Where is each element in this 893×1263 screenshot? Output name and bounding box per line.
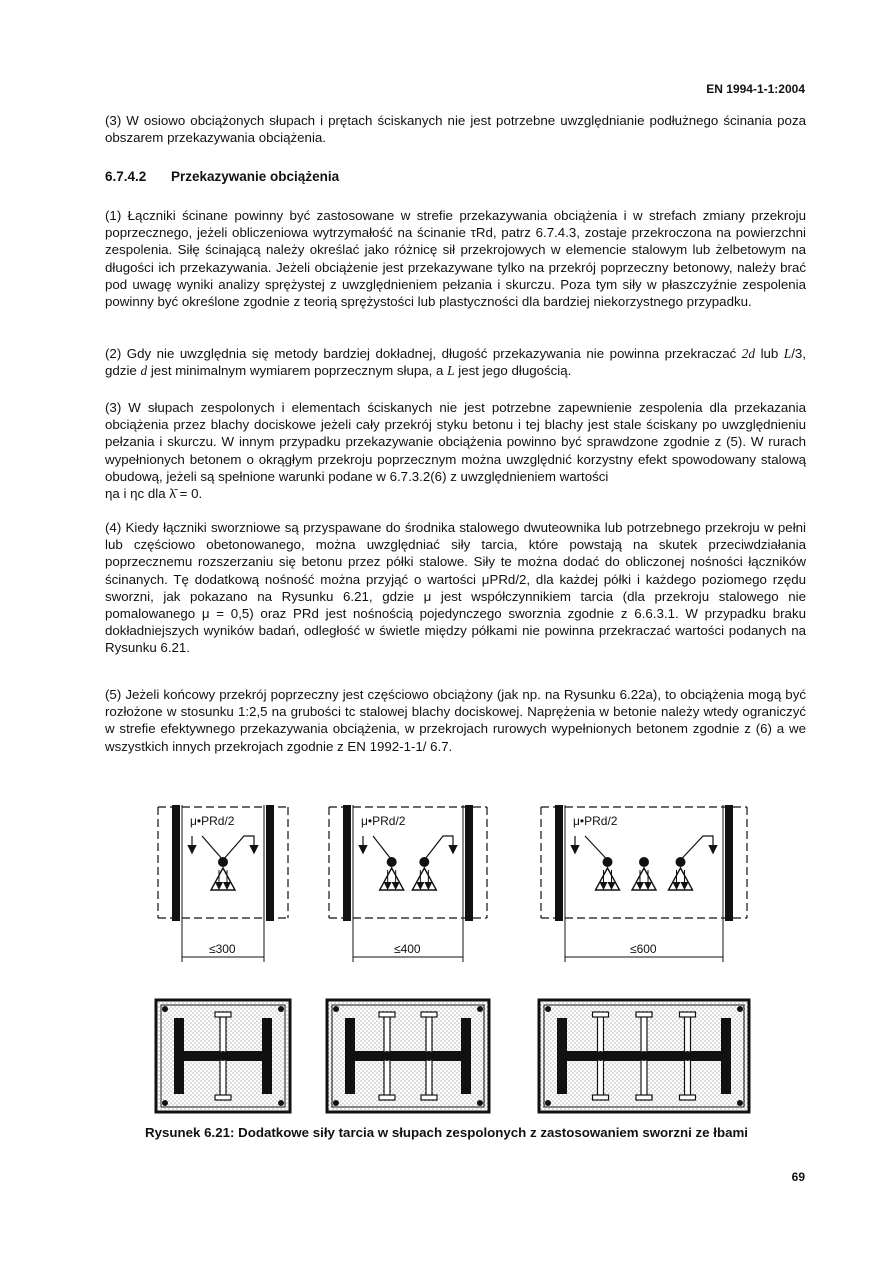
steel-flange-left xyxy=(174,1018,184,1094)
force-label-mu-prd: μ•PRd/2 xyxy=(190,814,235,828)
steel-web xyxy=(355,1051,461,1061)
rebar xyxy=(477,1100,483,1106)
section-number: 6.7.4.2 xyxy=(105,169,147,184)
steel-flange-left xyxy=(172,805,180,921)
document-id: EN 1994-1-1:2004 xyxy=(706,82,805,96)
figure-panel-1 xyxy=(156,805,290,1112)
weld xyxy=(424,1051,434,1061)
rebar xyxy=(477,1006,483,1012)
section-title: Przekazywanie obciążenia xyxy=(171,169,340,184)
stud-head xyxy=(421,1095,437,1100)
stud-head xyxy=(421,1012,437,1017)
p2-math-d: d xyxy=(140,363,148,379)
paragraph-3-axial: (3) W osiowo obciążonych słupach i prętach ściskanych nie jest potrzebne uwzględnianie podłużnego ścinania poza obszarem przekazywania obciążenia. xyxy=(105,113,806,146)
force-label-mu-prd: μ•PRd/2 xyxy=(573,814,618,828)
dimension-label: ≤300 xyxy=(209,942,236,956)
figure-panel-2 xyxy=(327,805,489,1112)
steel-flange-right xyxy=(461,1018,471,1094)
stud-head xyxy=(593,1012,609,1017)
steel-flange-right xyxy=(262,1018,272,1094)
compression-wedge xyxy=(632,868,656,890)
stud-head xyxy=(218,857,228,867)
weld xyxy=(218,1051,228,1061)
dimension-label: ≤600 xyxy=(630,942,657,956)
steel-flange-left xyxy=(557,1018,567,1094)
compression-wedge xyxy=(211,868,235,890)
weld xyxy=(596,1051,606,1061)
p2-text-c: /3, gdzie xyxy=(105,346,806,379)
p2-text-d: jest minimalnym wymiarem poprzecznym słupa, a xyxy=(147,363,448,379)
stud-head xyxy=(215,1012,231,1017)
compression-wedge xyxy=(412,868,436,890)
compression-wedge xyxy=(596,868,620,890)
stud-head xyxy=(593,1095,609,1100)
stud-head xyxy=(379,1012,395,1017)
rebar xyxy=(545,1006,551,1012)
steel-flange-right xyxy=(465,805,473,921)
compression-wedge xyxy=(380,868,404,890)
steel-flange-right xyxy=(721,1018,731,1094)
paragraph-4: (4) Kiedy łączniki sworzniowe są przyspawane do środnika stalowego dwuteownika lub potrzebnego przekroju w pełni lub częściowo obetonowanego, można uwzględniać siły tarcia, które powstają na skutek przeciwdziałania poprzecznemu rozszerzaniu się betonu przez półki stalowe. Siły te można dodać do obliczonej nośności łączników ścinanych. Tę dodatkową nośność można przyjąć o wartości μPRd/2, dla każdej półki i każdego poziomego rzędu sworzni, jak pokazano na Rysunku 6.21, gdzie μ jest współczynnikiem tarcia (dla przekroju stalowego nie pomalowanego μ = 0,5) oraz PRd jest nośnością pojedynczego sworznia zgodnie z 6.6.3.1. W przypadku braku dokładniejszych wyników badań, odległość w świetle między półkami nie powinna przekraczać wartości podanych na Rysunku 6.21. xyxy=(105,520,806,656)
p2-math-2d: 2d xyxy=(741,346,756,361)
force-line xyxy=(373,836,392,860)
p2-math-L: L xyxy=(783,346,792,361)
paragraph-5: (5) Jeżeli końcowy przekrój poprzeczny jest częściowo obciążony (jak np. na Rysunku 6.22a), to obciążenia mogą być rozłożone w stosunku 1:2,5 na grubości tc stalowej blachy dociskowej. Naprężenia w betonie należy wtedy ograniczyć w strefie efektywnego przekazywania obciążenia, w przekrojach rurowych wypełnionych betonem zgodnie z (6) a we wszystkich innych przekrojach zgodnie z EN 1992-1-1/ 6.7. xyxy=(105,687,806,754)
rebar xyxy=(162,1100,168,1106)
p3-text: (3) W słupach zespolonych i elementach ściskanych nie jest potrzebne zapewnienie zespolenia dla przekazania obciążenia przez blachy dociskowe jeżeli cały przekrój styku betonu i tej blachy jest stale ściskany po uwzględnieniu pełzania i skurczu. W innym przypadku przekazywanie obciążenia powinno być sprawdzone zgodnie z (5). W rurach wypełnionych betonem o okrągłym przekroju poprzecznym można uwzględnić korzystny efekt spowodowany stalową obudową, jeżeli są spełnione warunki podane w 6.7.3.2(6) z uwzględnieniem wartości xyxy=(105,400,806,484)
stud-head xyxy=(639,857,649,867)
stud-head xyxy=(680,1012,696,1017)
p2-text-b: lub xyxy=(755,346,784,361)
p3-last-line: ηa i ηc dla λ̄ = 0. xyxy=(105,486,203,502)
steel-flange-right xyxy=(266,805,274,921)
p2-text-e: jest jego długością. xyxy=(454,363,572,379)
figure-panel-3 xyxy=(539,805,749,1112)
force-label-mu-prd: μ•PRd/2 xyxy=(361,814,406,828)
force-line xyxy=(585,836,608,860)
steel-flange-left xyxy=(343,805,351,921)
friction-arrow-right xyxy=(223,836,254,860)
stud-head xyxy=(636,1095,652,1100)
paragraph-1: (1) Łączniki ścinane powinny być zastosowane w strefie przekazywania obciążenia i w strefach zmiany przekroju poprzecznego, jeżeli obliczeniowa wytrzymałość na ścinanie τRd, patrz 6.7.4.3, zostaje przekroczona na powierzchni zespolenia. Siłę ścinającą należy określać jako różnicę sił przekrojowych w elemencie stalowym lub żelbetowym na długości ich przekazywania. Jeżeli obciążenie jest przekazywane tylko na przekrój poprzeczny betonowy, należy brać pod uwagę wyniki analizy sprężystej z uwzględnieniem pełzania i skurczu. Poza tym siły w płaszczyźnie zespolenia powinny być określone zgodnie z teorią sprężystości lub plastyczności dla bardziej niekorzystnego przypadku. xyxy=(105,208,806,310)
rebar xyxy=(737,1100,743,1106)
friction-arrow-right xyxy=(681,836,714,860)
weld xyxy=(683,1051,693,1061)
steel-flange-left xyxy=(555,805,563,921)
stud-head xyxy=(387,857,397,867)
dimension-label: ≤400 xyxy=(394,942,421,956)
friction-arrow-right xyxy=(424,836,453,860)
stud-head xyxy=(676,857,686,867)
p2-math-L2: L xyxy=(447,363,455,379)
rebar xyxy=(333,1100,339,1106)
compression-wedge xyxy=(669,868,693,890)
p2-text-a: (2) Gdy nie uwzględnia się metody bardziej dokładnej, długość przekazywania nie powinna przekraczać xyxy=(105,346,742,361)
weld xyxy=(382,1051,392,1061)
weld xyxy=(639,1051,649,1061)
stud-head xyxy=(419,857,429,867)
rebar xyxy=(333,1006,339,1012)
rebar xyxy=(278,1006,284,1012)
page-number: 69 xyxy=(791,1170,805,1184)
stud-head xyxy=(680,1095,696,1100)
rebar xyxy=(278,1100,284,1106)
stud-head xyxy=(603,857,613,867)
rebar xyxy=(545,1100,551,1106)
rebar xyxy=(737,1006,743,1012)
rebar xyxy=(162,1006,168,1012)
steel-flange-right xyxy=(725,805,733,921)
figure-caption: Rysunek 6.21: Dodatkowe siły tarcia w słupach zespolonych z zastosowaniem sworzni ze łbami xyxy=(145,1125,748,1140)
stud-head xyxy=(636,1012,652,1017)
stud-head xyxy=(215,1095,231,1100)
force-line xyxy=(202,836,223,860)
steel-flange-left xyxy=(345,1018,355,1094)
stud-head xyxy=(379,1095,395,1100)
